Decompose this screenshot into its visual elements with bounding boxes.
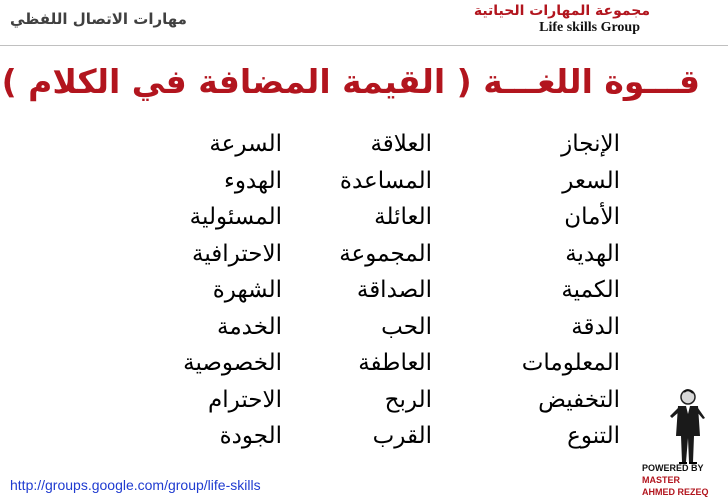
word-item: التنوع [567, 423, 620, 449]
word-item: القرب [372, 423, 432, 449]
word-item: الصداقة [356, 277, 432, 303]
word-item: الخصوصية [183, 350, 282, 376]
word-item: السعر [562, 167, 620, 194]
group-name-english: Life skills Group [539, 20, 640, 35]
credit-powered-by: POWERED BY [642, 463, 704, 473]
credit-block [642, 462, 709, 498]
word-item: التخفيض [538, 386, 620, 413]
word-item: الهدوء [224, 167, 282, 194]
group-name-arabic: مجموعة المهارات الحياتية [473, 3, 650, 19]
word-item: الهدية [565, 240, 620, 267]
word-item: العاطفة [358, 350, 432, 376]
header-divider [0, 45, 728, 46]
word-item: الشهرة [212, 277, 282, 303]
course-title: مهارات الاتصال اللفظي [10, 10, 187, 28]
businessman-figure-icon [658, 388, 714, 464]
credit-author: AHMED REZEQ [642, 487, 709, 497]
word-column-3 [140, 126, 282, 455]
group-link[interactable]: http://groups.google.com/group/life-skills [10, 477, 261, 493]
word-item: الاحترافية [191, 240, 282, 267]
word-item: العائلة [374, 204, 432, 230]
word-item: الاحترام [208, 386, 282, 413]
word-item: الإنجاز [561, 131, 620, 157]
word-grid [140, 126, 620, 456]
word-item: الخدمة [217, 313, 282, 340]
word-item: الأمان [564, 204, 620, 230]
word-item: الكمية [561, 277, 620, 303]
word-item: الحب [381, 313, 432, 340]
word-item: العلاقة [370, 131, 432, 157]
word-item: المسئولية [189, 204, 282, 230]
word-item: المساعدة [339, 167, 432, 194]
word-item: المعلومات [521, 350, 620, 376]
word-column-1 [460, 126, 620, 455]
slide-title: قـــوة اللغـــة ( القيمة المضافة في الكلام ) [1, 62, 700, 101]
word-item: الدقة [571, 313, 620, 340]
word-item: السرعة [209, 131, 282, 157]
word-item: الربح [384, 386, 432, 413]
credit-master: MASTER [642, 475, 680, 485]
word-item: المجموعة [339, 240, 432, 267]
word-item: الجودة [219, 423, 282, 449]
word-column-2 [312, 126, 432, 455]
